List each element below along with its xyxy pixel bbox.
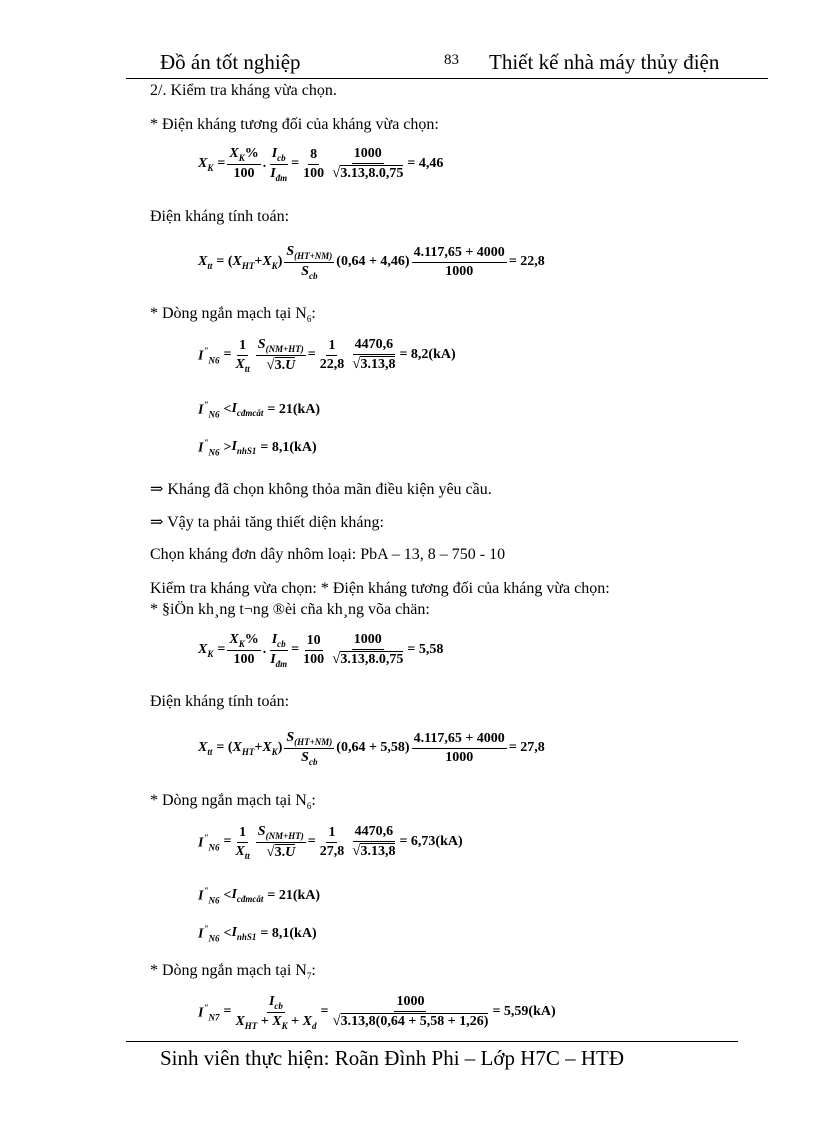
conclusion: ⇒ Kháng đã chọn không thỏa mãn điều kiện yêu cầu.: [150, 481, 492, 498]
paragraph: * Dòng ngắn mạch tại $N_6$:: [150, 305, 316, 325]
equation-compare-4: $I^"_{N6}$ < $I_{nhS1}$ = 8,1(kA): [198, 924, 317, 944]
paragraph: Điện kháng tính toán:: [150, 693, 290, 710]
paragraph: Chọn kháng đơn dây nhôm loại: PbA – 13, 8 – 750 - 10: [150, 546, 506, 563]
paragraph: * Dòng ngắn mạch tại $N_7$:: [150, 962, 316, 982]
header-title-right: Thiết kế nhà máy thủy điện: [489, 50, 720, 74]
footer-text: Sinh viên thực hiện: Roãn Đình Phi – Lớp H7C – HTĐ: [160, 1046, 625, 1070]
equation-in6-1: $I^"_{N6}$ = $\frac{1}{X_{tt}}$ $S_{(NM+HT)}$ √ 3.U = $\frac{1}{22,8}$ 4470,6 √ 3.13,8 = 8,2(kA): [198, 337, 456, 374]
equation-xk-1: $X_K$ = $\frac{X_K\%}{100}$ . $\frac{I_{cb}}{I_{đm}}$ = $\frac{8}{100}$ 1000 √ 3.13,8.0,75 = 4,46: [198, 146, 444, 183]
equation-xtt-2: $X_{tt}$ = ( $X_{HT}$ + $X_K$ ) $\frac{S_{(HT+NM)}}{S_{cb}}$ (0,64 + 5,58) $\frac{4.117,65 + 4000}{1000}$ = 27,8: [198, 730, 545, 767]
header-rule: [126, 78, 768, 79]
paragraph: Kiểm tra kháng vừa chọn: * Điện kháng tương đối của kháng vừa chọn:: [150, 580, 610, 597]
equation-xk-2: $X_K$ = $\frac{X_K\%}{100}$ . $\frac{I_{cb}}{I_{đm}}$ = $\frac{10}{100}$ 1000 √ 3.13,8.0,75 = 5,58: [198, 632, 444, 669]
paragraph: * Dòng ngắn mạch tại $N_6$:: [150, 792, 316, 812]
equation-in6-2: $I^"_{N6}$ = $\frac{1}{X_{tt}}$ $S_{(NM+HT)}$ √ 3.U = $\frac{1}{27,8}$ 4470,6 √ 3.13,8 = 6,73(kA): [198, 824, 463, 861]
equation-compare-1: $I^"_{N6}$ < $I_{cđmcắt}$ = 21(kA): [198, 400, 321, 420]
equation-xtt-1: $X_{tt}$ = ( $X_{HT}$ + $X_K$ ) $\frac{S_{(HT+NM)}}{S_{cb}}$ (0,64 + 4,46) $\frac{4.117,65 + 4000}{1000}$ = 22,8: [198, 244, 545, 281]
section-heading: 2/. Kiểm tra kháng vừa chọn.: [150, 82, 337, 99]
equation-in7: $I^"_{N7}$ = $\frac{I_{cb}}{X_{HT} + X_K + X_d}$ = 1000 √ 3.13,8(0,64 + 5,58 + 1,26) = 5,59(kA): [198, 994, 556, 1031]
equation-compare-2: $I^"_{N6}$ > $I_{nhS1}$ = 8,1(kA): [198, 438, 317, 458]
paragraph: * Điện kháng tương đối của kháng vừa chọn:: [150, 116, 439, 133]
paragraph: * §iÖn kh¸ng t¬ng ®èi cña kh¸ng võa chän:: [150, 601, 430, 618]
conclusion: ⇒ Vậy ta phải tăng thiết diện kháng:: [150, 514, 384, 531]
paragraph: Điện kháng tính toán:: [150, 208, 290, 225]
footer-rule: [126, 1041, 738, 1042]
equation-compare-3: $I^"_{N6}$ < $I_{cđmcắt}$ = 21(kA): [198, 886, 321, 906]
page-number: 83: [444, 52, 459, 68]
header-title-left: Đồ án tốt nghiệp: [160, 50, 301, 74]
